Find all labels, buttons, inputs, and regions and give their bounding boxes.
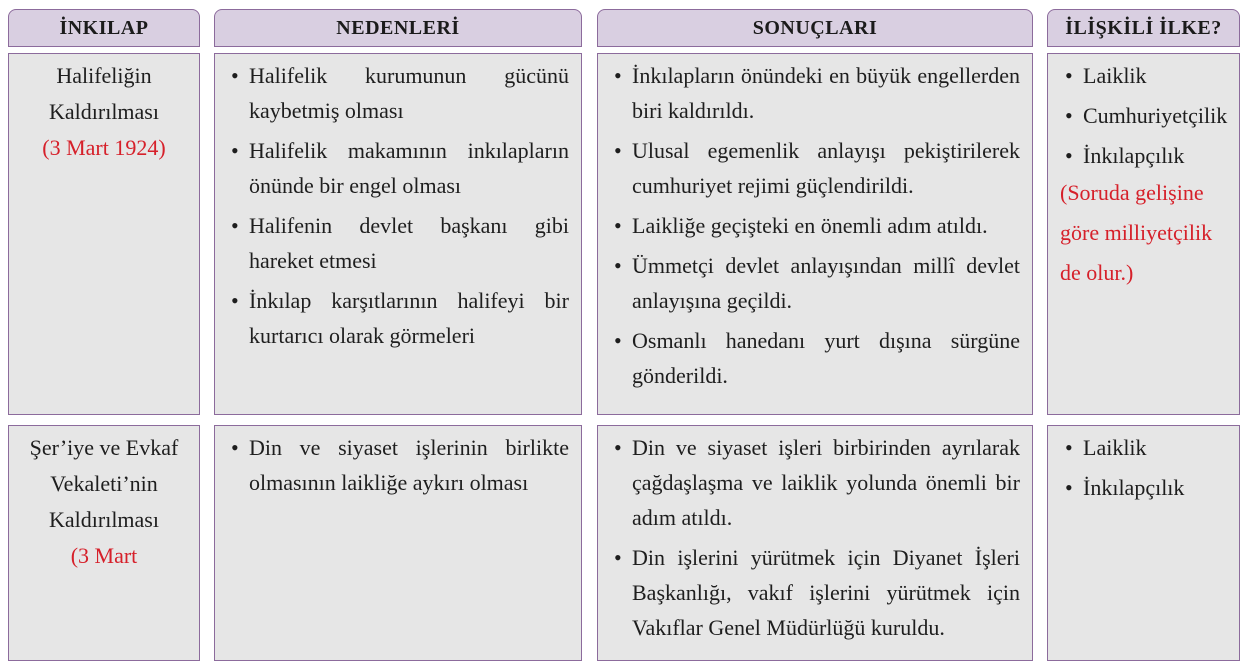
row2-ilke-cell xyxy=(1047,425,1240,661)
list-item: • Laiklik xyxy=(1052,430,1233,465)
row1-ilke-cell xyxy=(1047,53,1240,415)
list-item: • İnkılapçılık xyxy=(1052,138,1233,173)
row1-ilke-list xyxy=(1048,54,1239,173)
list-item: • Halifelik kurumunun gücünü kaybetmiş olması xyxy=(218,58,569,128)
row1-ilke-note xyxy=(1048,173,1239,293)
list-item: • Osmanlı hanedanı yurt dışına sürgüne gönderildi. xyxy=(601,323,1020,393)
row2-sonuclari-cell xyxy=(597,425,1033,661)
list-item: • Ulusal egemenlik anlayışı pekiştirilerek cumhuriyet rejimi güçlendirildi. xyxy=(601,133,1020,203)
list-item: • Cumhuriyetçilik xyxy=(1052,98,1233,133)
row1-ilke-note-line1: (Soruda gelişine xyxy=(1060,180,1204,205)
list-item: • Laiklik xyxy=(1052,58,1233,93)
list-item: • Din ve siyaset işlerinin birlikte olmasının laikliğe aykırı olması xyxy=(218,430,569,500)
list-item: • Halifenin devlet başkanı gibi hareket etmesi xyxy=(218,208,569,278)
row2-inkilap-name-line1: Şer’iye ve Evkaf xyxy=(29,435,179,460)
list-item: • Din işlerini yürütmek için Diyanet İşleri Başkanlığı, vakıf işlerini yürütmek için Vakıflar Genel Müdürlüğü kuruldu. xyxy=(601,540,1020,645)
list-item: • Din ve siyaset işleri birbirinden ayrılarak çağdaşlaşma ve laiklik yolunda önemli bir adım atıldı. xyxy=(601,430,1020,535)
row1-sonuclari-cell xyxy=(597,53,1033,415)
row2-inkilap-date: (3 Mart xyxy=(70,543,138,568)
list-item: • İnkılap karşıtlarının halifeyi bir kurtarıcı olarak görmeleri xyxy=(218,283,569,353)
row2-sonuclari-list xyxy=(598,426,1032,645)
row2-nedenleri-list xyxy=(215,426,581,500)
row1-inkilap-name-line2: Kaldırılması xyxy=(49,99,159,124)
row2-ilke-list xyxy=(1048,426,1239,505)
header-nedenleri: NEDENLERİ xyxy=(214,9,582,47)
list-item: • Laikliğe geçişteki en önemli adım atıldı. xyxy=(601,208,1020,243)
row1-ilke-note-line3: de olur.) xyxy=(1060,260,1134,285)
row1-inkilap-date: (3 Mart 1924) xyxy=(42,135,166,160)
row1-inkilap-name-line1: Halifeliğin xyxy=(56,63,152,88)
header-sonuclari: SONUÇLARI xyxy=(597,9,1033,47)
list-item: • Halifelik makamının inkılapların önünde bir engel olması xyxy=(218,133,569,203)
header-iliskili-ilke: İLİŞKİLİ İLKE? xyxy=(1047,9,1240,47)
row2-inkilap-name-line3: Kaldırılması xyxy=(49,507,159,532)
list-item: • İnkılapların önündeki en büyük engellerden biri kaldırıldı. xyxy=(601,58,1020,128)
row2-nedenleri-cell xyxy=(214,425,582,661)
list-item: • Ümmetçi devlet anlayışından millî devlet anlayışına geçildi. xyxy=(601,248,1020,318)
row1-nedenleri-list xyxy=(215,54,581,353)
row1-nedenleri-cell xyxy=(214,53,582,415)
list-item: • İnkılapçılık xyxy=(1052,470,1233,505)
header-inkilap: İNKILAP xyxy=(8,9,200,47)
row1-sonuclari-list xyxy=(598,54,1032,393)
row2-inkilap-name-line2: Vekaleti’nin xyxy=(50,471,158,496)
row1-ilke-note-line2: göre milliyetçilik xyxy=(1060,220,1213,245)
row1-inkilap-cell xyxy=(8,53,200,415)
row2-inkilap-cell xyxy=(8,425,200,661)
